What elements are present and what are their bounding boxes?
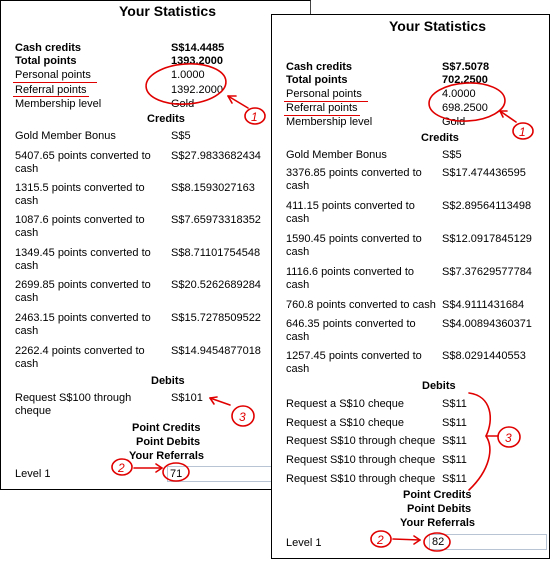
right-personal-points-label: Personal points [286, 88, 362, 100]
your-referrals-link[interactable]: Your Referrals [400, 517, 475, 529]
left-marker-3: 3 [239, 410, 246, 424]
left-cash-credits-value: S$14.4485 [171, 42, 225, 54]
left-marker-1: 1 [251, 110, 258, 124]
debit-label: Request S$10 through cheque [286, 454, 436, 466]
point-credits-link[interactable]: Point Credits [132, 422, 201, 434]
credit-value: S$17.474436595 [442, 167, 526, 179]
right-debits-heading: Debits [422, 380, 456, 392]
credit-label: 1116.6 points converted to cash [286, 266, 415, 291]
debit-value: S$11 [442, 435, 467, 447]
personal-points-underline [13, 82, 97, 83]
credit-label: 2699.85 points converted to cash [15, 279, 151, 304]
credit-value: S$8.1593027163 [171, 182, 255, 194]
debit-value: S$11 [442, 473, 467, 485]
right-membership-label: Membership level [286, 116, 373, 128]
right-level-referrals-field[interactable]: 82 [429, 534, 547, 550]
point-debits-link[interactable]: Point Debits [136, 436, 201, 448]
credit-value: S$5 [171, 130, 191, 142]
left-membership-label: Membership level [15, 98, 102, 110]
left-total-points-label: Total points [15, 55, 77, 67]
left-level-label: Level 1 [15, 468, 51, 480]
left-credits-heading: Credits [147, 113, 185, 125]
right-marker-1: 1 [519, 125, 526, 139]
right-marker-2: 2 [377, 533, 384, 547]
personal-points-underline [284, 101, 368, 102]
right-referral-points-label: Referral points [286, 102, 358, 114]
debit-label: Request a S$10 cheque [286, 398, 405, 410]
credit-value: S$27.9833682434 [171, 150, 261, 162]
credit-value: S$4.00894360371 [442, 318, 532, 330]
left-level-referrals-field[interactable]: 71 [167, 466, 310, 482]
credit-label: 5407.65 points converted to cash [15, 150, 151, 175]
credit-label: 2463.15 points converted to cash [15, 312, 151, 337]
credit-value: S$14.9454877018 [171, 345, 261, 357]
referral-points-underline [284, 115, 360, 116]
credit-value: S$20.5262689284 [171, 279, 261, 291]
debit-value: S$11 [442, 454, 467, 466]
debit-label: Request S$100 through cheque [15, 392, 132, 417]
credit-label: 3376.85 points converted to cash [286, 167, 422, 192]
credit-label: 1257.45 points converted to cash [286, 350, 422, 375]
credit-label: 760.8 points converted to cash [286, 299, 436, 311]
credit-label: 1315.5 points converted to cash [15, 182, 145, 207]
credit-value: S$12.0917845129 [442, 233, 532, 245]
credit-value: S$7.65973318352 [171, 214, 261, 226]
right-marker-3: 3 [505, 431, 512, 445]
right-cash-credits-value: S$7.5078 [442, 61, 490, 73]
left-debits-heading: Debits [151, 375, 185, 387]
debit-label: Request S$10 through cheque [286, 435, 436, 447]
debit-label: Request S$10 through cheque [286, 473, 436, 485]
left-page-title: Your Statistics [119, 3, 216, 19]
credit-label: 1349.45 points converted to cash [15, 247, 151, 272]
debit-value: S$11 [442, 398, 467, 410]
point-credits-link[interactable]: Point Credits [403, 489, 472, 501]
right-page-title: Your Statistics [389, 18, 486, 34]
right-total-points-label: Total points [286, 74, 348, 86]
left-membership-value: Gold [171, 98, 195, 110]
left-statistics-panel [0, 0, 311, 490]
left-marker-2: 2 [118, 461, 125, 475]
credit-label: 1590.45 points converted to cash [286, 233, 422, 258]
referral-points-underline [13, 96, 89, 97]
right-level-label: Level 1 [286, 537, 322, 549]
right-statistics-panel [271, 14, 550, 559]
credit-value: S$7.37629577784 [442, 266, 532, 278]
right-cash-credits-label: Cash credits [286, 61, 353, 73]
credit-value: S$5 [442, 149, 462, 161]
credit-value: S$4.9111431684 [442, 299, 525, 311]
credit-value: S$2.89564113498 [442, 200, 532, 212]
credit-label: 411.15 points converted to cash [286, 200, 415, 225]
right-membership-value: Gold [442, 116, 466, 128]
credit-label: Gold Member Bonus [286, 149, 387, 161]
left-personal-points-label: Personal points [15, 69, 91, 81]
your-referrals-link[interactable]: Your Referrals [129, 450, 204, 462]
left-cash-credits-label: Cash credits [15, 42, 82, 54]
debit-label: Request a S$10 cheque [286, 417, 405, 429]
right-referral-points-value: 698.2500 [442, 102, 488, 114]
point-debits-link[interactable]: Point Debits [407, 503, 472, 515]
right-credits-heading: Credits [421, 132, 459, 144]
left-referral-points-value: 1392.2000 [171, 84, 223, 96]
credit-value: S$15.7278509522 [171, 312, 261, 324]
credit-label: 1087.6 points converted to cash [15, 214, 145, 239]
credit-value: S$8.71101754548 [171, 247, 261, 259]
credit-label: 2262.4 points converted to cash [15, 345, 145, 370]
debit-value: S$11 [442, 417, 467, 429]
credit-label: Gold Member Bonus [15, 130, 116, 142]
debit-value: S$101 [171, 392, 203, 404]
left-total-points-value: 1393.2000 [171, 55, 223, 67]
credit-value: S$8.0291440553 [442, 350, 526, 362]
credit-label: 646.35 points converted to cash [286, 318, 416, 343]
right-total-points-value: 702.2500 [442, 74, 488, 86]
left-referral-points-label: Referral points [15, 84, 87, 96]
left-personal-points-value: 1.0000 [171, 69, 205, 81]
right-personal-points-value: 4.0000 [442, 88, 476, 100]
